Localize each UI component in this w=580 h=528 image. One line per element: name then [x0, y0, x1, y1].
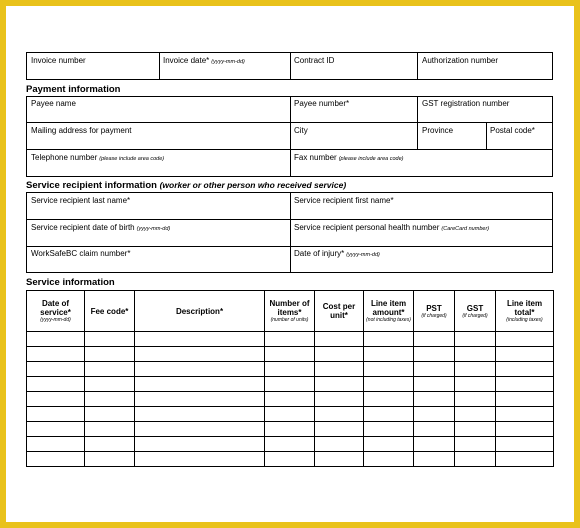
col-number-of-items: Number of items* (number of units): [265, 291, 315, 332]
table-cell[interactable]: [414, 347, 455, 362]
table-cell[interactable]: [364, 437, 414, 452]
table-cell[interactable]: [455, 362, 496, 377]
mailing-address-field[interactable]: Mailing address for payment: [31, 126, 132, 135]
table-cell[interactable]: [85, 452, 135, 467]
table-cell[interactable]: [496, 437, 554, 452]
table-cell[interactable]: [85, 407, 135, 422]
table-cell[interactable]: [27, 362, 85, 377]
table-cell[interactable]: [414, 377, 455, 392]
province-field[interactable]: Province: [422, 126, 454, 135]
table-cell[interactable]: [27, 407, 85, 422]
payee-name-field[interactable]: Payee name: [31, 99, 76, 108]
table-cell[interactable]: [85, 377, 135, 392]
service-table: [26, 290, 554, 467]
table-cell[interactable]: [455, 332, 496, 347]
table-cell[interactable]: [364, 362, 414, 377]
table-cell[interactable]: [496, 362, 554, 377]
table-cell[interactable]: [364, 332, 414, 347]
claim-number-field[interactable]: WorkSafeBC claim number*: [31, 249, 131, 258]
service-table-body: [27, 332, 554, 467]
table-cell[interactable]: [315, 392, 364, 407]
table-row: [27, 452, 554, 467]
table-cell[interactable]: [135, 362, 265, 377]
table-cell[interactable]: [135, 332, 265, 347]
invoice-form: [6, 6, 574, 522]
injury-date-field[interactable]: Date of injury* (yyyy-mm-dd): [294, 249, 380, 258]
recipient-dob-field[interactable]: Service recipient date of birth (yyyy-mm-dd): [31, 223, 171, 232]
table-cell[interactable]: [455, 437, 496, 452]
table-row: [27, 377, 554, 392]
table-cell[interactable]: [496, 422, 554, 437]
table-cell[interactable]: [265, 452, 315, 467]
table-cell[interactable]: [27, 347, 85, 362]
service-table-header: [27, 291, 554, 332]
recipient-section-title: Service recipient information (worker or other person who received service): [26, 180, 347, 191]
service-section-title: Service information: [26, 277, 115, 288]
table-cell[interactable]: [315, 452, 364, 467]
table-cell[interactable]: [135, 422, 265, 437]
table-cell[interactable]: [414, 332, 455, 347]
table-cell[interactable]: [27, 437, 85, 452]
table-cell[interactable]: [315, 437, 364, 452]
invoice-date-field[interactable]: Invoice date* (yyyy-mm-dd): [163, 56, 245, 65]
table-cell[interactable]: [455, 392, 496, 407]
table-cell[interactable]: [315, 422, 364, 437]
table-cell[interactable]: [315, 407, 364, 422]
table-cell[interactable]: [27, 422, 85, 437]
table-cell[interactable]: [496, 407, 554, 422]
table-cell[interactable]: [265, 437, 315, 452]
col-fee-code: Fee code*: [85, 291, 135, 332]
table-cell[interactable]: [135, 347, 265, 362]
table-cell[interactable]: [27, 392, 85, 407]
table-cell[interactable]: [85, 422, 135, 437]
table-cell[interactable]: [85, 347, 135, 362]
postal-code-field[interactable]: Postal code*: [490, 126, 535, 135]
col-line-item-total: Line item total* (including taxes): [496, 291, 554, 332]
table-cell[interactable]: [315, 347, 364, 362]
table-cell[interactable]: [135, 407, 265, 422]
table-cell[interactable]: [135, 437, 265, 452]
city-field[interactable]: City: [294, 126, 308, 135]
table-cell[interactable]: [85, 332, 135, 347]
table-cell[interactable]: [414, 407, 455, 422]
table-cell[interactable]: [315, 332, 364, 347]
table-cell[interactable]: [364, 392, 414, 407]
table-cell[interactable]: [265, 377, 315, 392]
contract-id-field[interactable]: Contract ID: [294, 56, 335, 65]
table-row: [27, 407, 554, 422]
table-cell[interactable]: [135, 377, 265, 392]
table-cell[interactable]: [364, 407, 414, 422]
table-row: [27, 332, 554, 347]
table-cell[interactable]: [496, 452, 554, 467]
gst-registration-field[interactable]: GST registration number: [422, 99, 510, 108]
table-cell[interactable]: [414, 452, 455, 467]
authorization-number-field[interactable]: Authorization number: [422, 56, 499, 65]
table-cell[interactable]: [455, 377, 496, 392]
payee-number-field[interactable]: Payee number*: [294, 99, 350, 108]
table-cell[interactable]: [315, 362, 364, 377]
table-row: [27, 362, 554, 377]
table-cell[interactable]: [135, 452, 265, 467]
table-row: [27, 347, 554, 362]
table-cell[interactable]: [364, 347, 414, 362]
table-cell[interactable]: [265, 332, 315, 347]
table-row: [27, 437, 554, 452]
table-cell[interactable]: [85, 362, 135, 377]
table-row: [27, 392, 554, 407]
table-cell[interactable]: [265, 347, 315, 362]
col-gst: GST (if charged): [455, 291, 496, 332]
table-cell[interactable]: [414, 422, 455, 437]
table-cell[interactable]: [265, 392, 315, 407]
col-date-of-service: Date of service* (yyyy-mm-dd): [27, 291, 85, 332]
table-cell[interactable]: [414, 437, 455, 452]
table-cell[interactable]: [364, 422, 414, 437]
table-cell[interactable]: [455, 347, 496, 362]
table-cell[interactable]: [85, 437, 135, 452]
table-cell[interactable]: [496, 332, 554, 347]
col-pst: PST (if charged): [414, 291, 455, 332]
table-cell[interactable]: [265, 362, 315, 377]
table-cell[interactable]: [27, 332, 85, 347]
table-cell[interactable]: [27, 377, 85, 392]
col-cost-per-unit: Cost per unit*: [315, 291, 364, 332]
table-cell[interactable]: [364, 377, 414, 392]
recipient-first-name-field[interactable]: Service recipient first name*: [294, 196, 394, 205]
table-cell[interactable]: [414, 392, 455, 407]
invoice-number-field[interactable]: Invoice number: [31, 56, 86, 65]
table-cell[interactable]: [364, 452, 414, 467]
table-cell[interactable]: [265, 422, 315, 437]
telephone-field[interactable]: Telephone number (please include area code): [31, 153, 165, 162]
col-description: Description*: [135, 291, 265, 332]
table-cell[interactable]: [496, 392, 554, 407]
table-cell[interactable]: [496, 347, 554, 362]
table-cell[interactable]: [414, 362, 455, 377]
col-line-item-amount: Line item amount* (not including taxes): [364, 291, 414, 332]
table-cell[interactable]: [315, 377, 364, 392]
table-cell[interactable]: [455, 422, 496, 437]
recipient-health-number-field[interactable]: Service recipient personal health number (CareCard number): [294, 223, 490, 232]
fax-field[interactable]: Fax number (please include area code): [294, 153, 404, 162]
table-cell[interactable]: [455, 452, 496, 467]
table-cell[interactable]: [455, 407, 496, 422]
payment-section-title: Payment information: [26, 84, 121, 95]
table-cell[interactable]: [496, 377, 554, 392]
recipient-last-name-field[interactable]: Service recipient last name*: [31, 196, 131, 205]
table-row: [27, 422, 554, 437]
table-cell[interactable]: [27, 452, 85, 467]
table-cell[interactable]: [85, 392, 135, 407]
table-cell[interactable]: [265, 407, 315, 422]
table-cell[interactable]: [135, 392, 265, 407]
